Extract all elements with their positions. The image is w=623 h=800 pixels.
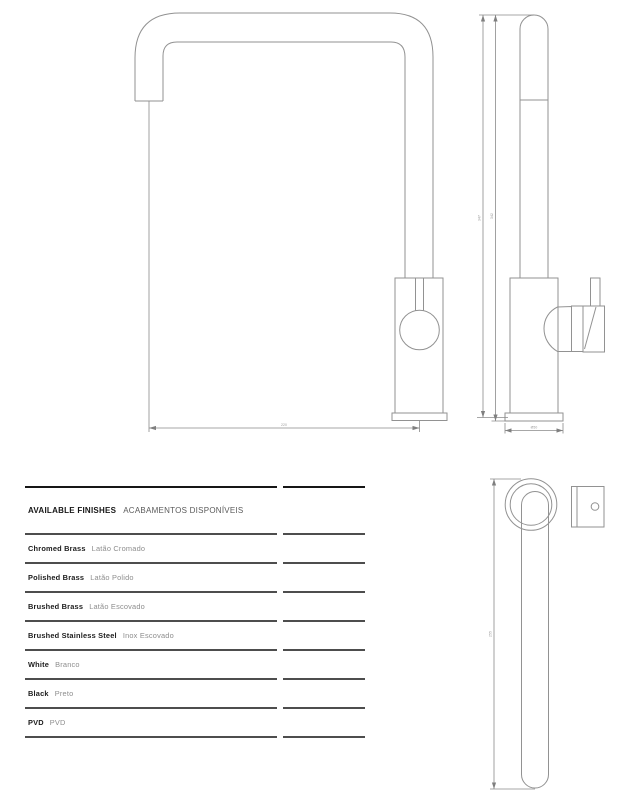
dimension-label-base: Ø50 [530, 425, 538, 430]
finish-name-pt: PVD [49, 717, 66, 727]
dim-arrow [481, 15, 485, 22]
faucet-body-front [395, 278, 443, 413]
finish-name-pt: Latão Escovado [89, 601, 145, 611]
finish-name-pt: Latão Polido [90, 572, 134, 582]
finishes-table [25, 486, 365, 738]
finish-name-en: Polished Brass [28, 572, 85, 582]
spout-top [522, 491, 549, 788]
dim-arrow [492, 479, 496, 486]
lever-neck-top [572, 487, 578, 528]
finish-name-pt: Latão Cromado [91, 543, 146, 553]
finish-row-white [25, 651, 365, 679]
dimension-label-length-top: 255 [488, 631, 493, 637]
dimension-arrow-right [413, 426, 420, 430]
finishes-table-header [25, 488, 365, 533]
dim-arrow [493, 15, 497, 22]
dimension-arrow-left [149, 426, 156, 430]
finish-name-en: Chromed Brass [28, 543, 86, 553]
finishes-header-en: AVAILABLE FINISHES [28, 506, 117, 515]
finish-row-black [25, 680, 365, 708]
finish-name-en: PVD [28, 717, 44, 727]
front-view-drawing [135, 13, 447, 432]
lever-rod-side [591, 278, 601, 306]
base-flange-side [505, 413, 563, 421]
lever-screw-top [591, 503, 599, 511]
finishes-header-pt: ACABAMENTOS DISPONÍVEIS [123, 506, 244, 515]
dimension-label-height-total: 347 [477, 215, 482, 221]
spout-outer-contour [135, 13, 433, 278]
dimension-extension-lines-front [149, 101, 420, 432]
dimension-label-reach: 220 [281, 423, 287, 427]
lever-body-top [577, 487, 604, 528]
finish-name-en: Brushed Stainless Steel [28, 630, 117, 640]
handle-knob-front [400, 310, 440, 350]
finish-name-en: White [28, 659, 50, 669]
dimension-label-height-spout: 342 [490, 213, 495, 219]
finish-name-en: Black [28, 688, 49, 698]
top-view-drawing [489, 479, 605, 789]
finish-row-pvd [25, 709, 365, 737]
handle-stem-lines [416, 278, 424, 311]
side-view-drawing [477, 15, 605, 434]
body-circle-outer-top [505, 479, 557, 531]
lever-base-side [572, 306, 584, 352]
finish-row-brushed-brass [25, 593, 365, 621]
finish-name-pt: Preto [54, 688, 74, 698]
finish-name-en: Brushed Brass [28, 601, 84, 611]
finish-name-pt: Inox Escovado [122, 630, 174, 640]
base-flange-front [392, 413, 447, 421]
lever-body-side [583, 306, 605, 352]
spout-tube-side [520, 15, 548, 278]
dim-arrow [492, 783, 496, 790]
lever-edge-line [585, 307, 597, 349]
finish-row-polished-brass [25, 564, 365, 592]
finish-name-pt: Branco [55, 659, 80, 669]
finish-row-chromed-brass [25, 535, 365, 563]
table-rule-bottom [25, 736, 365, 738]
dim-arrow [505, 428, 512, 432]
dim-arrow [481, 411, 485, 418]
finish-row-brushed-stainless-steel [25, 622, 365, 650]
faucet-body-side [510, 278, 558, 413]
spout-inner-contour [163, 42, 405, 278]
body-circle-inner-top [510, 484, 552, 526]
dim-arrow [557, 428, 564, 432]
